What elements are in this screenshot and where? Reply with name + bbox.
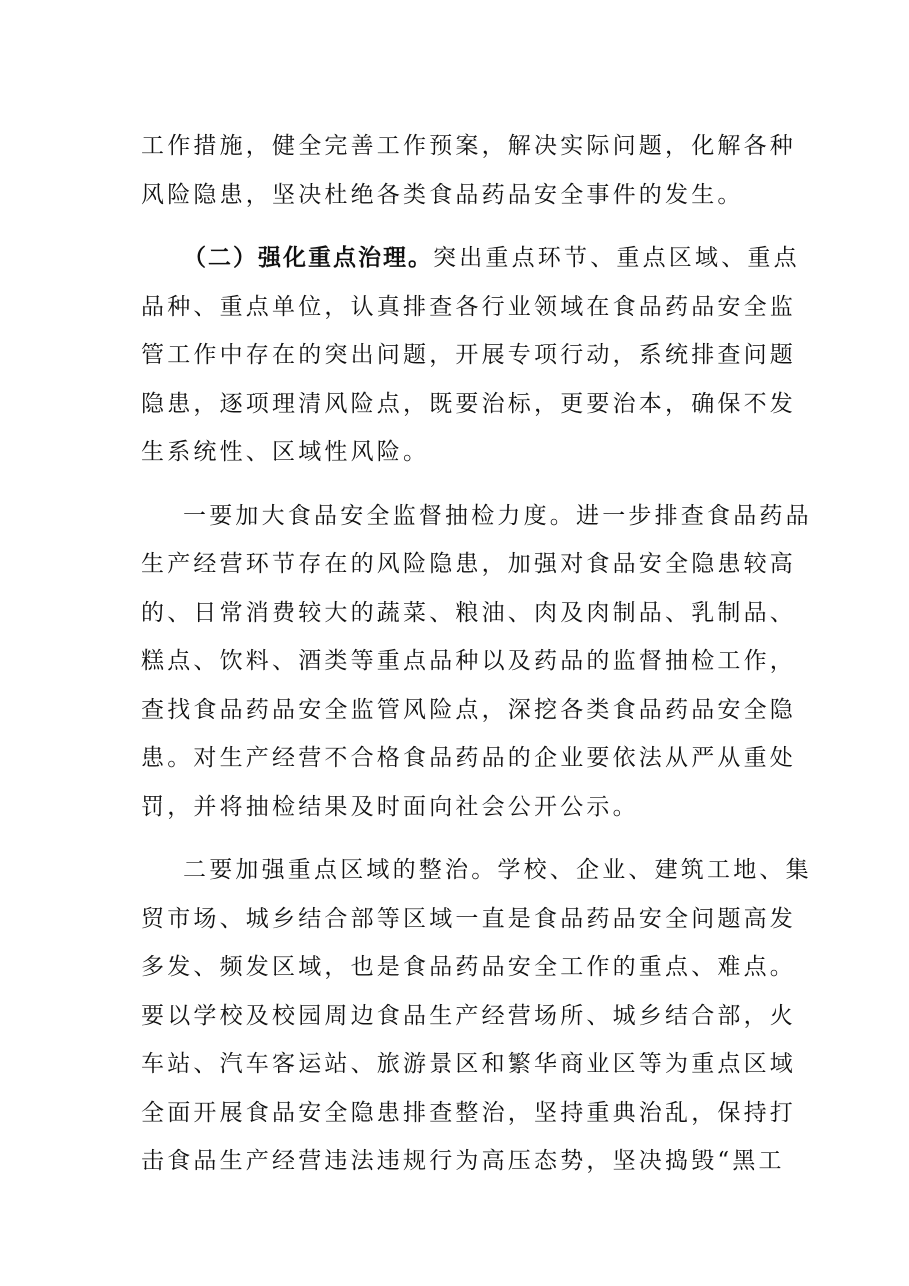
text-segment: 突出重点环节、重点区域、重点 bbox=[433, 245, 800, 271]
section-heading: （二）强化重点治理。 bbox=[183, 245, 433, 271]
text-line: 的、日常消费较大的蔬菜、粮油、肉及肉制品、乳制品、 bbox=[141, 599, 796, 626]
text-line: 击食品生产经营违法违规行为高压态势，坚决捣毁“黑工 bbox=[141, 1148, 785, 1174]
text-line: 糕点、饮料、酒类等重点品种以及药品的监督抽检工作， bbox=[141, 648, 796, 674]
paragraph-4 bbox=[141, 846, 812, 1186]
text-line: 管工作中存在的突出问题，开展专项行动，系统排查问题 bbox=[141, 342, 796, 368]
text-line: 贸市场、城乡结合部等区域一直是食品药品安全问题高发 bbox=[141, 905, 796, 932]
text-line: 查找食品药品安全监管风险点，深挖各类食品药品安全隐 bbox=[141, 696, 796, 723]
text-line: 全面开展食品安全隐患排查整治，坚持重典治乱，保持打 bbox=[141, 1099, 796, 1126]
text-line: 罚，并将抽检结果及时面向社会公开公示。 bbox=[141, 793, 639, 820]
text-line: 车站、汽车客运站、旅游景区和繁华商业区等为重点区域 bbox=[141, 1051, 796, 1077]
document-body bbox=[141, 122, 812, 1186]
paragraph-1 bbox=[141, 122, 796, 219]
text-line bbox=[141, 234, 800, 283]
text-line: 患。对生产经营不合格食品药品的企业要依法从严从重处 bbox=[141, 745, 796, 771]
text-line: 要以学校及校园周边食品生产经营场所、城乡结合部，火 bbox=[141, 1002, 796, 1029]
paragraph-2 bbox=[141, 234, 800, 477]
text-line: 多发、频发区域，也是食品药品安全工作的重点、难点。 bbox=[141, 954, 796, 980]
paragraph-3 bbox=[141, 492, 812, 832]
text-line: 隐患，逐项理清风险点，既要治标，更要治本，确保不发 bbox=[141, 390, 796, 417]
text-line: 品种、重点单位，认真排查各行业领域在食品药品安全监 bbox=[141, 293, 796, 320]
text-line: 工作措施，健全完善工作预案，解决实际问题，化解各种 bbox=[141, 133, 796, 159]
text-line: 生产经营环节存在的风险隐患，加强对食品安全隐患较高 bbox=[141, 551, 796, 577]
text-line: 风险隐患，坚决杜绝各类食品药品安全事件的发生。 bbox=[141, 181, 744, 208]
text-line: 生系统性、区域性风险。 bbox=[141, 439, 430, 465]
text-line: 一要加大食品安全监督抽检力度。进一步排查食品药品 bbox=[183, 502, 812, 529]
text-line: 二要加强重点区域的整治。学校、企业、建筑工地、集 bbox=[183, 857, 812, 883]
